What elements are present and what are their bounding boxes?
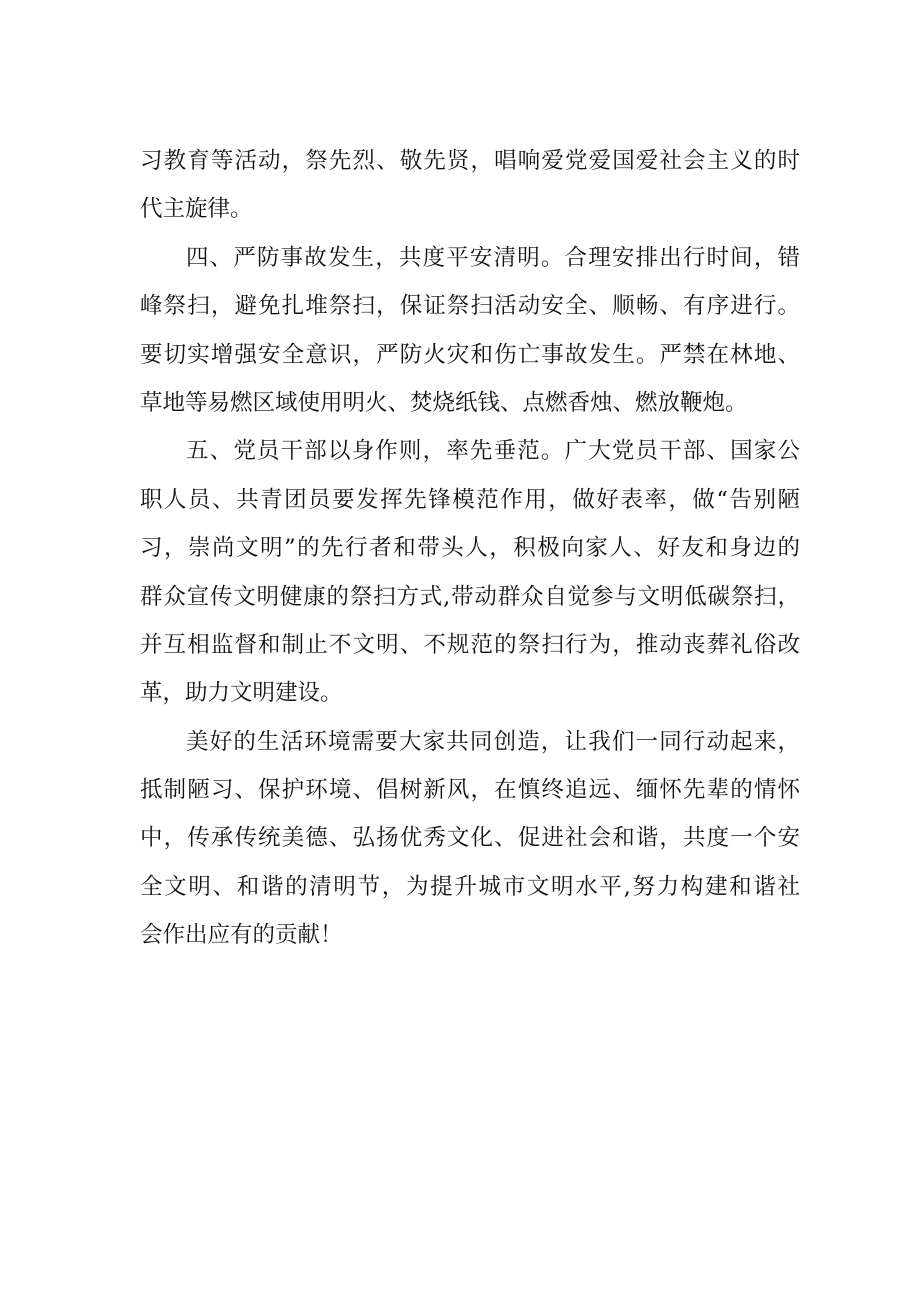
text-line: 中，传承传统美德、弘扬优秀文化、促进社会和谐，共度一个安 [140,825,800,852]
text-line: 峰祭扫，避免扎堆祭扫，保证祭扫活动安全、顺畅、有序进行。 [140,293,800,320]
paragraph-continued [140,137,800,234]
document-body [140,137,800,960]
paragraph-closing [140,718,800,960]
paragraph-cadres [140,427,800,717]
text-line: 职人员、共青团员要发挥先锋模范作用，做好表率，做“告别陋 [140,486,800,513]
text-line: 草地等易燃区域使用明火、焚烧纸钱、点燃香烛、燃放鞭炮。 [140,389,748,416]
text-line: 群众宣传文明健康的祭扫方式,带动群众自觉参与文明低碳祭扫， [140,583,800,610]
text-line: 美好的生活环境需要大家共同创造，让我们一同行动起来， [186,728,800,755]
text-line: 要切实增强安全意识，严防火灾和伤亡事故发生。严禁在林地、 [140,341,800,368]
text-line: 代主旋律。 [140,196,253,223]
text-line: 并互相监督和制止不文明、不规范的祭扫行为，推动丧葬礼俗改 [140,631,800,658]
text-line: 抵制陋习、保护环境、倡树新风，在慎终追远、缅怀先辈的情怀 [140,777,800,804]
text-line: 会作出应有的贡献！ [140,922,343,949]
text-line: 习，崇尚文明”的先行者和带头人，积极向家人、好友和身边的 [140,535,800,562]
text-line: 全文明、和谐的清明节，为提升城市文明水平,努力构建和谐社 [140,873,800,900]
paragraph-safety [140,234,800,428]
text-line: 四、严防事故发生，共度平安清明。合理安排出行时间，错 [186,244,800,271]
text-line: 五、党员干部以身作则，率先垂范。广大党员干部、国家公 [186,438,800,465]
text-line: 革，助力文明建设。 [140,680,343,707]
text-line: 习教育等活动，祭先烈、敬先贤，唱响爱党爱国爱社会主义的时 [140,148,800,174]
